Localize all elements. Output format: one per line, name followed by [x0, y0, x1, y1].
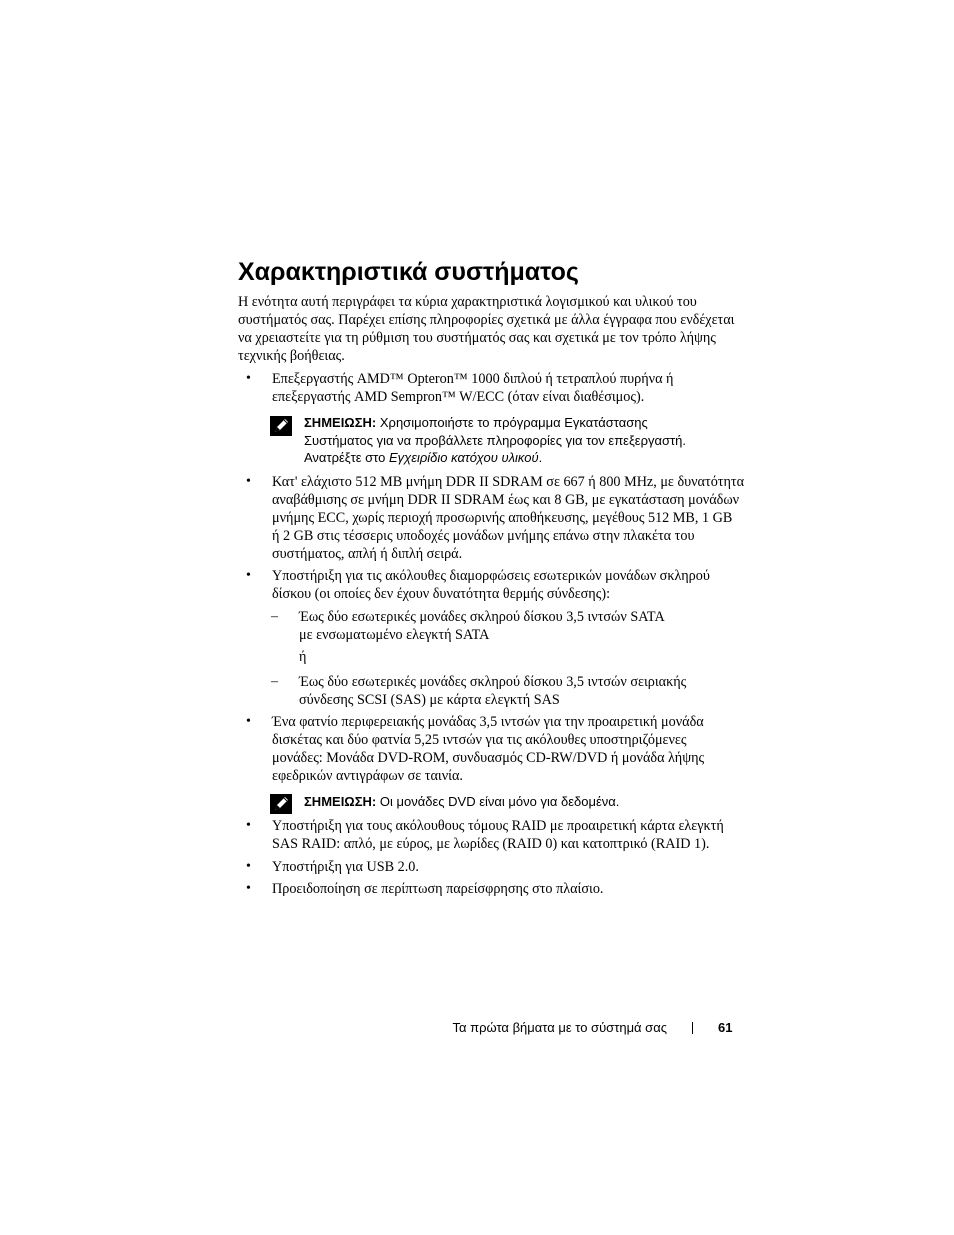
list-item-line: αναβάθμισης σε μνήμη DDR II SDRAM έως και 8 GB, με εγκατάσταση μονάδων — [272, 492, 740, 508]
note-text — [304, 414, 686, 467]
note-line-prefix: Ανατρέξτε στο — [304, 450, 389, 465]
sub-item-line: Έως δύο εσωτερικές μονάδες σκληρού δίσκου 3,5 ιντσών SATA — [299, 609, 665, 625]
list-item-line: εφεδρικών αντιγράφων σε ταινία. — [272, 768, 463, 784]
list-item-line: Υποστήριξη για τις ακόλουθες διαμορφώσεις εσωτερικών μονάδων σκληρού — [272, 568, 710, 584]
page-number: 61 — [718, 1020, 733, 1035]
bullet-marker: • — [246, 474, 251, 489]
footer-section-title: Τα πρώτα βήματα με το σύστημά σας — [452, 1020, 667, 1035]
list-item-raid — [272, 817, 724, 853]
dash-marker: – — [271, 609, 278, 624]
list-item-line: επεξεργαστής AMD Sempron™ W/ECC (όταν είναι διαθέσιμος). — [272, 389, 645, 405]
note-line: Συστήματος για να προβάλλετε πληροφορίες για τον επεξεργαστή. — [304, 432, 687, 448]
list-item-line: Υποστήριξη για τους ακόλουθους τόμους RAID με προαιρετική κάρτα ελεγκτή — [272, 818, 724, 834]
note-pencil-icon — [270, 794, 292, 814]
page-footer — [0, 1018, 954, 1038]
list-item-line: Ένα φατνίο περιφερειακής μονάδας 3,5 ιντσών για την προαιρετική μονάδα — [272, 714, 704, 730]
intro-line: τεχνικής βοήθειας. — [238, 348, 345, 364]
list-item-line: Κατ' ελάχιστο 512 MB μνήμη DDR II SDRAM σε 667 ή 800 MHz, με δυνατότητα — [272, 474, 745, 490]
bullet-marker: • — [246, 818, 251, 833]
list-item-processor — [272, 370, 673, 406]
page-title: Χαρακτηριστικά συστήματος — [238, 258, 579, 286]
bullet-marker: • — [246, 881, 251, 896]
list-item-line: δίσκου (οι οποίες δεν έχουν δυνατότητα θερμής σύνδεσης): — [272, 586, 611, 602]
intro-paragraph — [238, 293, 735, 365]
list-item-line: μονάδες: Μονάδα DVD-ROM, συνδυασμός CD-RW/DVD ή μονάδα λήψης — [272, 750, 705, 766]
sub-item-sas — [299, 673, 686, 709]
list-item-line: δισκέτας και δύο φατνία 5,25 ιντσών για τις ακόλουθες υποστηριζόμενες — [272, 732, 687, 748]
list-item-line: συστήματος, απλή ή διπλή σειρά. — [272, 546, 463, 562]
bullet-marker: • — [246, 859, 251, 874]
list-item-intrusion — [272, 880, 603, 898]
list-item-hard-drives — [272, 567, 710, 603]
intro-line: να χρειαστείτε για τη ρύθμιση του συστήματός σας και σχετικά με τον τρόπο λήψης — [238, 330, 716, 346]
list-item-line: Προειδοποίηση σε περίπτωση παρείσφρησης στο πλαίσιο. — [272, 881, 604, 897]
bullet-marker: • — [246, 568, 251, 583]
bullet-marker: • — [246, 371, 251, 386]
sub-item-line: Έως δύο εσωτερικές μονάδες σκληρού δίσκου 3,5 ιντσών σειριακής — [299, 674, 687, 690]
bullet-marker: • — [246, 714, 251, 729]
sub-item-sata — [299, 608, 665, 644]
intro-line: συστήματός σας. Παρέχει επίσης πληροφορίες σχετικά με άλλα έγγραφα που ενδέχεται — [238, 312, 735, 328]
manual-reference: Εγχειρίδιο κατόχου υλικού — [388, 450, 539, 465]
dash-marker: – — [271, 674, 278, 689]
list-item-memory — [272, 473, 744, 563]
note-text — [304, 793, 619, 811]
intro-line: Η ενότητα αυτή περιγράφει τα κύρια χαρακτηριστικά λογισμικού και υλικού του — [238, 294, 697, 310]
note-label: ΣΗΜΕΙΩΣΗ: — [304, 415, 377, 430]
list-item-line: Υποστήριξη για USB 2.0. — [272, 859, 419, 875]
note-line-suffix: . — [538, 450, 543, 465]
sub-item-line: με ενσωματωμένο ελεγκτή SATA — [299, 627, 490, 643]
list-item-usb — [272, 858, 419, 876]
list-item-line: μνήμης ECC, χωρίς περιοχή προσωρινής αποθήκευσης, μεγέθους 512 MB, 1 GB — [272, 510, 733, 526]
note-label: ΣΗΜΕΙΩΣΗ: — [304, 794, 377, 809]
note-pencil-icon — [270, 416, 292, 436]
or-separator: ή — [299, 649, 307, 665]
list-item-line: ή 2 GB στις τέσσερις υποδοχές μονάδων μνήμης επάνω στην πλακέτα του — [272, 528, 695, 544]
footer-separator — [692, 1022, 693, 1034]
list-item-line: SAS RAID: απλό, με εύρος, με λωρίδες (RAID 0) και κατοπτρικό (RAID 1). — [272, 836, 710, 852]
sub-item-line: σύνδεσης SCSI (SAS) με κάρτα ελεγκτή SAS — [299, 692, 560, 708]
list-item-drive-bays — [272, 713, 704, 785]
note-line: Οι μονάδες DVD είναι μόνο για δεδομένα. — [379, 794, 620, 809]
note-line: Χρησιμοποιήστε το πρόγραμμα Εγκατάστασης — [379, 415, 648, 430]
list-item-line: Επεξεργαστής AMD™ Opteron™ 1000 διπλού ή τετραπλού πυρήνα ή — [272, 371, 674, 387]
